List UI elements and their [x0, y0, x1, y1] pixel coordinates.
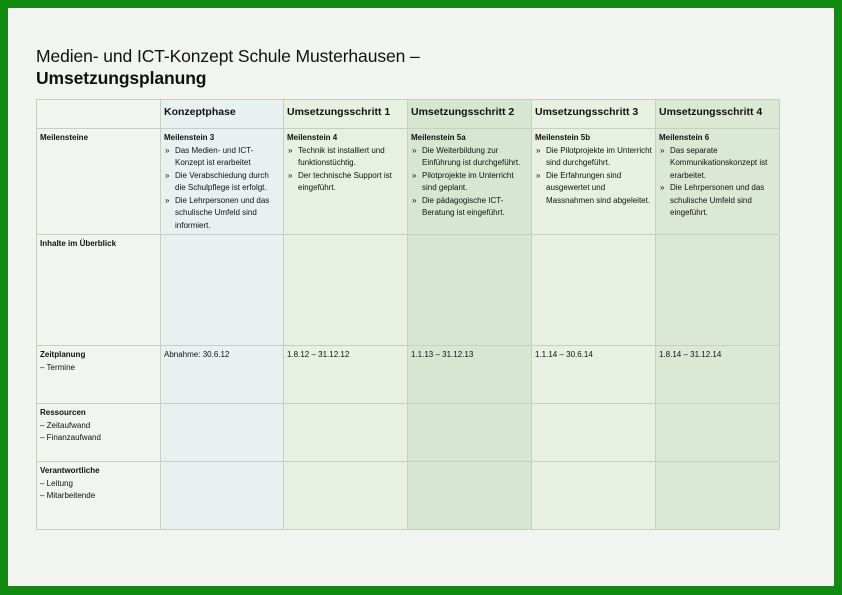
- milestone-title: Meilenstein 5b: [535, 133, 591, 142]
- milestone-title: Meilenstein 3: [164, 133, 215, 142]
- document-page: [8, 8, 834, 586]
- row-sublabel: – Leitung: [40, 478, 73, 488]
- milestone-cell: [408, 129, 532, 235]
- list-item: » Das separate Kommunikationskonzept ist erarbeitet.: [659, 145, 776, 183]
- table-cell: [161, 235, 284, 346]
- row-label-meilensteine: Meilensteine: [37, 129, 161, 235]
- row-zeitplanung: [37, 346, 780, 404]
- list-item: » Die Weiterbildung zur Einführung ist durchgeführt.: [411, 145, 528, 170]
- row-meilensteine: [37, 129, 780, 235]
- header-step-4: Umsetzungsschritt 4: [656, 100, 780, 129]
- row-sublabel: – Finanzaufwand: [40, 433, 101, 442]
- table-cell: [408, 235, 532, 346]
- row-label-ressourcen: [37, 404, 161, 462]
- row-ressourcen: [37, 404, 780, 462]
- table-cell: [532, 404, 656, 462]
- header-step-2: Umsetzungsschritt 2: [408, 100, 532, 129]
- row-label-inhalte: Inhalte im Überblick: [37, 235, 161, 346]
- list-item: » Die Lehrpersonen und das schulische Umfeld sind informiert.: [164, 195, 280, 233]
- row-sublabel: – Mitarbeitende: [40, 491, 96, 500]
- table-cell: [284, 235, 408, 346]
- header-empty: [37, 100, 161, 129]
- table-cell: [656, 235, 780, 346]
- table-cell: [408, 404, 532, 462]
- date-cell: 1.1.13 – 31.12.13: [408, 346, 532, 404]
- list-item: » Die Erfahrungen sind ausgewertet und Massnahmen sind abgeleitet.: [535, 170, 652, 208]
- row-label-text: Zeitplanung: [40, 350, 86, 359]
- list-item: » Die Lehrpersonen und das schulische Umfeld sind eingeführt.: [659, 182, 776, 220]
- table-cell: [161, 404, 284, 462]
- title-line-1: Medien- und ICT-Konzept Schule Musterhausen –: [36, 46, 420, 66]
- date-cell: 1.8.12 – 31.12.12: [284, 346, 408, 404]
- table-cell: [284, 404, 408, 462]
- table-cell: [656, 404, 780, 462]
- row-label-zeitplanung: [37, 346, 161, 404]
- table-cell: [408, 462, 532, 530]
- planning-table: [36, 99, 780, 530]
- title-line-2: Umsetzungsplanung: [36, 68, 207, 88]
- table-cell: [284, 462, 408, 530]
- list-item: » Der technische Support ist eingeführt.: [287, 170, 404, 195]
- milestone-cell: [161, 129, 284, 235]
- list-item: » Pilotprojekte im Unterricht sind geplant.: [411, 170, 528, 195]
- milestone-title: Meilenstein 6: [659, 133, 710, 142]
- table-cell: [656, 462, 780, 530]
- header-row: [37, 100, 780, 129]
- row-label-text: Ressourcen: [40, 408, 86, 417]
- milestone-list: [287, 145, 404, 195]
- row-label-text: Verantwortliche: [40, 466, 100, 475]
- list-item: » Die Verabschiedung durch die Schulpflege ist erfolgt.: [164, 170, 280, 195]
- milestone-list: [164, 145, 280, 233]
- list-item: » Die Pilotprojekte im Unterricht sind durchgeführt.: [535, 145, 652, 170]
- header-step-1: Umsetzungsschritt 1: [284, 100, 408, 129]
- milestone-list: [411, 145, 528, 220]
- milestone-title: Meilenstein 4: [287, 133, 338, 142]
- row-label-verantwortliche: [37, 462, 161, 530]
- list-item: » Die pädagogische ICT-Beratung ist eingeführt.: [411, 195, 528, 220]
- page-title: [36, 45, 420, 89]
- milestone-cell: [532, 129, 656, 235]
- list-item: » Technik ist installiert und funktionstüchtig.: [287, 145, 404, 170]
- table-cell: [532, 462, 656, 530]
- milestone-title: Meilenstein 5a: [411, 133, 466, 142]
- table-cell: [532, 235, 656, 346]
- table-cell: [161, 462, 284, 530]
- header-step-3: Umsetzungsschritt 3: [532, 100, 656, 129]
- row-sublabel: – Termine: [40, 362, 75, 372]
- list-item: » Das Medien- und ICT-Konzept ist erarbeitet: [164, 145, 280, 170]
- milestone-list: [535, 145, 652, 208]
- milestone-list: [659, 145, 776, 220]
- date-cell: Abnahme: 30.6.12: [161, 346, 284, 404]
- row-sublabel: – Zeitaufwand: [40, 420, 91, 430]
- row-inhalte: [37, 235, 780, 346]
- header-konzeptphase: Konzeptphase: [161, 100, 284, 129]
- milestone-cell: [284, 129, 408, 235]
- milestone-cell: [656, 129, 780, 235]
- date-cell: 1.8.14 – 31.12.14: [656, 346, 780, 404]
- row-verantwortliche: [37, 462, 780, 530]
- date-cell: 1.1.14 – 30.6.14: [532, 346, 656, 404]
